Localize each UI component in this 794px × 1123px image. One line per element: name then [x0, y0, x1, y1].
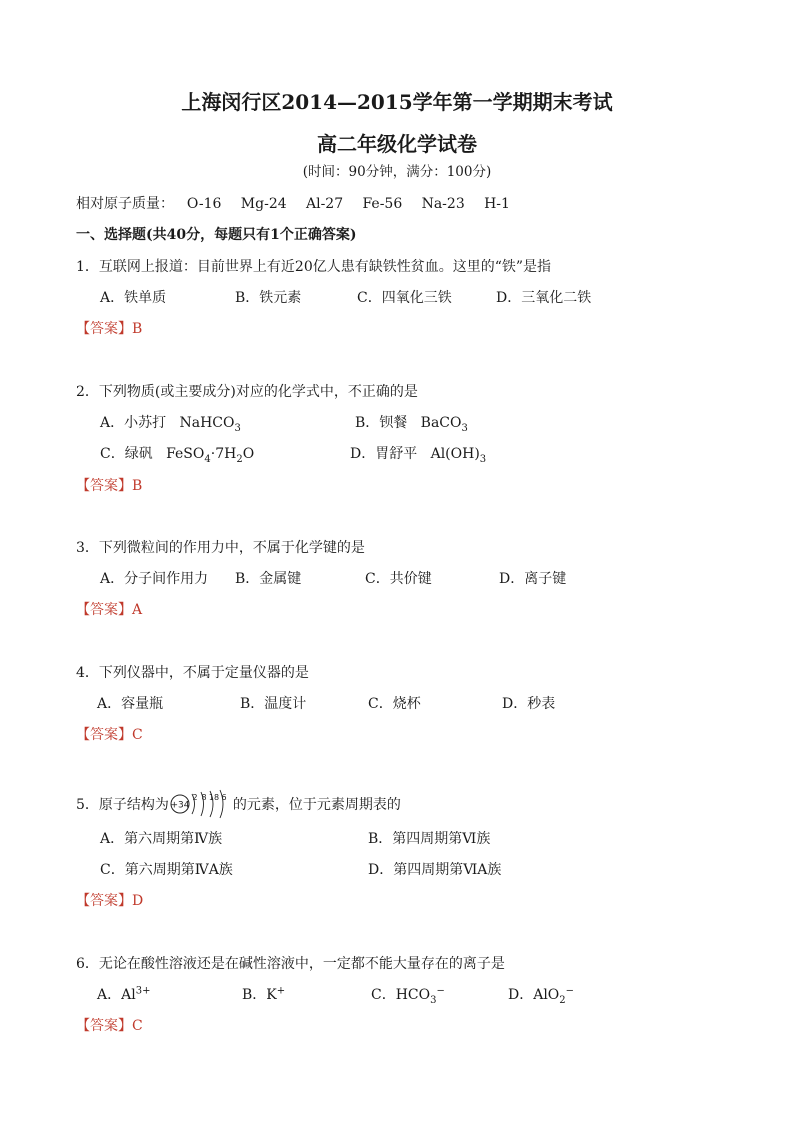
q2-option-d-label: D．胃舒平: [350, 446, 418, 462]
q2-answer: [76, 475, 142, 495]
q1-option-a: A．铁单质: [100, 290, 167, 306]
q2-option-a-formula: NaHCO: [179, 415, 235, 431]
q5-stem-before: 5．原子结构为: [76, 797, 169, 813]
q2-option-a-label: A．小苏打: [100, 415, 167, 431]
atom-shell-4: 6: [221, 793, 227, 802]
q3-option-d: D．离子键: [499, 571, 567, 587]
answer-value: C: [132, 1018, 143, 1034]
atomic-mass-line: 相对原子质量： O-16 Mg-24 Al-27 Fe-56 Na-23 H-1: [76, 196, 510, 212]
q3-option-a: A．分子间作用力: [100, 571, 209, 587]
q3-answer: [76, 599, 142, 619]
q6-answer: [76, 1015, 143, 1035]
q4-option-b: B．温度计: [240, 696, 307, 712]
question-1-stem: 1．互联网上报道：目前世界上有近20亿人患有缺铁性贫血。这里的“铁”是指: [76, 259, 552, 275]
q2-option-c: C．绿矾 $FeSO_4\cdot 7H_2O$: [100, 446, 255, 465]
atom-shell-3: 18: [208, 793, 220, 802]
question-6-stem: 6．无论在酸性溶液还是在碱性溶液中，一定都不能大量存在的离子是: [76, 956, 505, 972]
q2-option-c-label: C．绿矾: [100, 446, 153, 462]
answer-label: 【答案】: [76, 602, 132, 618]
q4-answer: [76, 724, 143, 744]
question-3-stem: 3．下列微粒间的作用力中，不属于化学键的是: [76, 540, 365, 556]
atom-shell-2: 8: [201, 793, 207, 802]
time-info: (时间：90分钟，满分：100分): [302, 164, 492, 180]
q6-option-a-label: A．Al: [97, 987, 136, 1003]
q5-option-d: D．第四周期第ⅥA族: [368, 862, 502, 878]
answer-value: D: [132, 893, 144, 909]
answer-value: C: [132, 727, 143, 743]
q3-option-b: B．金属键: [235, 571, 302, 587]
q4-option-d: D．秒表: [502, 696, 556, 712]
q6-option-d-label: D．AlO: [508, 987, 560, 1003]
q5-option-a: A．第六周期第Ⅳ族: [100, 831, 223, 847]
q6-option-c: C．$HCO_3^-$: [371, 985, 445, 1006]
question-5-stem: [76, 787, 401, 821]
q2-option-d: D．胃舒平 $Al(OH)_3$: [350, 446, 487, 465]
q4-option-a: A．容量瓶: [97, 696, 164, 712]
q2-option-b-formula: BaCO: [420, 415, 462, 431]
q5-option-b: B．第四周期第Ⅵ族: [368, 831, 491, 847]
answer-label: 【答案】: [76, 1018, 132, 1034]
atom-nucleus: +34: [170, 800, 190, 811]
q4-option-c: C．烧杯: [368, 696, 421, 712]
answer-value: B: [132, 478, 143, 494]
answer-label: 【答案】: [76, 893, 132, 909]
q1-option-d: D．三氧化二铁: [496, 290, 592, 306]
q1-option-c: C．四氧化三铁: [357, 290, 452, 306]
q1-answer: [76, 318, 142, 338]
q3-option-c: C．共价键: [365, 571, 432, 587]
q6-option-b-label: B．K: [242, 987, 277, 1003]
answer-label: 【答案】: [76, 727, 132, 743]
question-4-stem: 4．下列仪器中，不属于定量仪器的是: [76, 665, 309, 681]
q2-option-b-label: B．钡餐: [355, 415, 408, 431]
q2-option-a: A．小苏打 NaHCO$_3$: [100, 415, 241, 434]
q6-option-b: B．K+: [242, 985, 286, 1003]
q1-option-b: B．铁元素: [235, 290, 302, 306]
question-2-stem: 2．下列物质(或主要成分)对应的化学式中，不正确的是: [76, 384, 418, 400]
answer-label: 【答案】: [76, 478, 132, 494]
q5-option-c: C．第六周期第ⅣA族: [100, 862, 233, 878]
q6-option-d: D．AlO$_2$−: [508, 985, 575, 1006]
answer-label: 【答案】: [76, 321, 132, 337]
q6-option-c-label: C．HCO: [371, 987, 431, 1003]
atom-structure-diagram: [170, 787, 232, 821]
section-heading: 一、选择题(共40分，每题只有1个正确答案): [76, 227, 357, 243]
exam-subtitle: 高二年级化学试卷: [317, 132, 477, 156]
q6-option-a: A．$Al^{3+}$: [97, 985, 151, 1003]
q2-option-d-formula: Al(OH): [430, 446, 480, 462]
q2-option-b: B．钡餐 BaCO$_3$: [355, 415, 468, 434]
q5-answer: [76, 890, 143, 910]
answer-value: B: [132, 321, 143, 337]
atom-shell-1: 2: [192, 793, 198, 802]
q2-option-c-formula: FeSO: [166, 446, 205, 462]
answer-value: A: [132, 602, 143, 618]
q5-stem-after: 的元素，位于元素周期表的: [232, 797, 401, 813]
exam-title: 上海闵行区2014—2015学年第一学期期末考试: [181, 90, 613, 114]
